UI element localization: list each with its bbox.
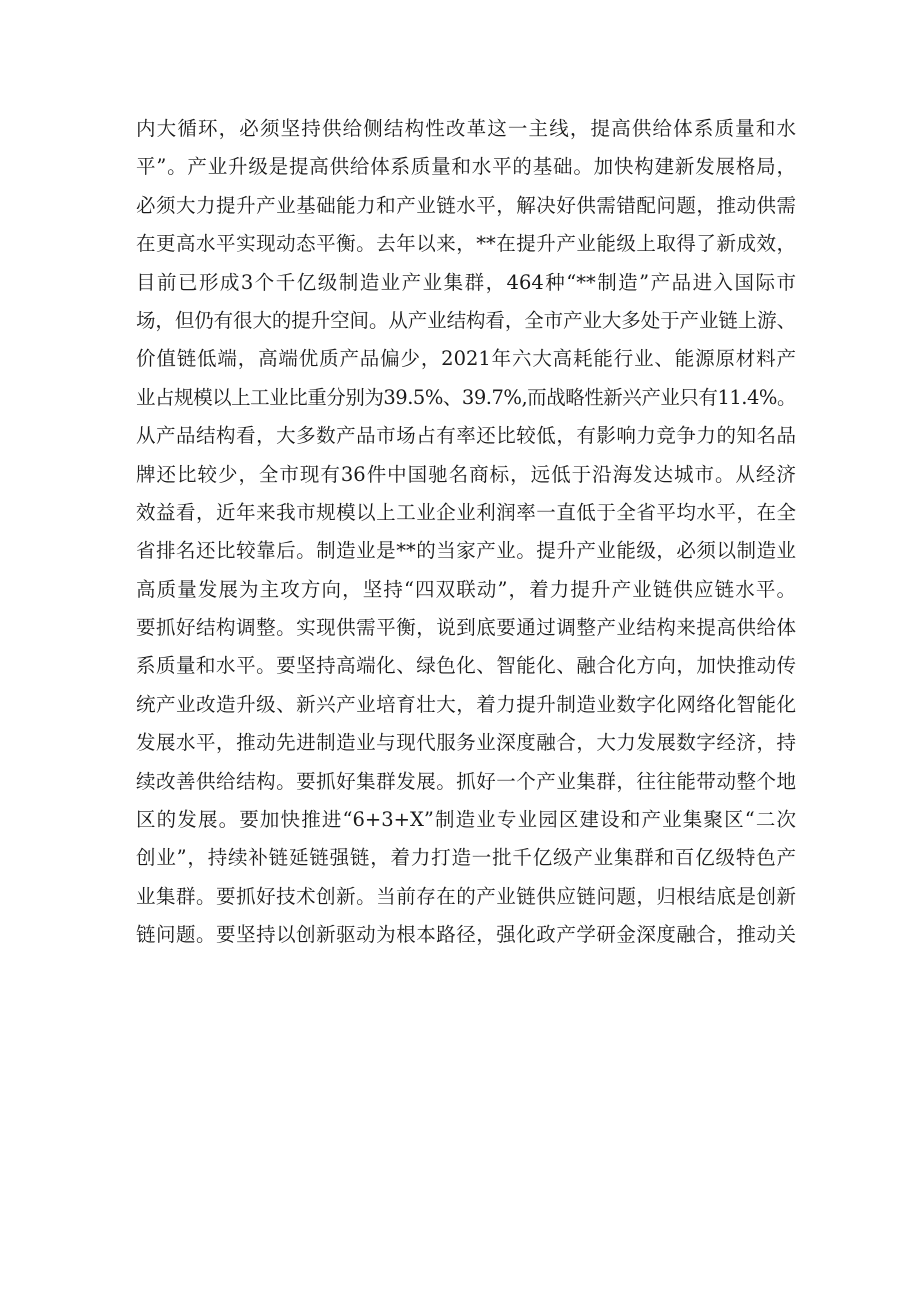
text-line: 发展水平，推动先进制造业与现代服务业深度融合，大力发展数字经济，持 [136, 731, 796, 755]
text-line: 区的发展。要加快推进“6+3+X”制造业专业园区建设和产业集聚区“二次 [136, 808, 796, 832]
text-line: 链问题。要坚持以创新驱动为根本路径，强化政产学研金深度融合，推动关 [136, 923, 796, 947]
text-line: 从产品结构看，大多数产品市场占有率还比较低，有影响力竞争力的知名品 [136, 424, 796, 448]
text-line: 内大循环，必须坚持供给侧结构性改革这一主线，提高供给体系质量和水 [136, 117, 796, 140]
text-line: 价值链低端，高端优质产品偏少，2021年六大高耗能行业、能源原材料产 [136, 347, 796, 371]
text-line: 平”。产业升级是提高供给体系质量和水平的基础。加快构建新发展格局， [136, 155, 796, 179]
text-line: 统产业改造升级、新兴产业培育壮大，着力提升制造业数字化网络化智能化 [136, 692, 796, 716]
text-line: 牌还比较少，全市现有36件中国驰名商标，远低于沿海发达城市。从经济 [136, 462, 796, 486]
text-line: 创业”，持续补链延链强链，着力打造一批千亿级产业集群和百亿级特色产 [136, 846, 796, 870]
text-line: 系质量和水平。要坚持高端化、绿色化、智能化、融合化方向，加快推动传 [136, 654, 796, 678]
text-line: 业占规模以上工业比重分别为39.5%、39.7%,而战略性新兴产业只有11.4%。 [136, 385, 796, 409]
text-line: 续改善供给结构。要抓好集群发展。抓好一个产业集群，往往能带动整个地 [136, 769, 796, 793]
text-line: 在更高水平实现动态平衡。去年以来，**在提升产业能级上取得了新成效， [136, 232, 796, 256]
text-line: 业集群。要抓好技术创新。当前存在的产业链供应链问题，归根结底是创新 [136, 884, 796, 908]
text-line: 必须大力提升产业基础能力和产业链水平，解决好供需错配问题，推动供需 [136, 193, 796, 217]
text-line: 目前已形成3个千亿级制造业产业集群，464种“**制造”产品进入国际市 [136, 270, 796, 294]
text-line: 效益看，近年来我市规模以上工业企业利润率一直低于全省平均水平，在全 [136, 500, 796, 524]
text-line: 高质量发展为主攻方向，坚持“四双联动”，着力提升产业链供应链水平。 [136, 577, 796, 601]
text-line: 省排名还比较靠后。制造业是**的当家产业。提升产业能级，必须以制造业 [136, 539, 796, 563]
text-line: 场，但仍有很大的提升空间。从产业结构看，全市产业大多处于产业链上游、 [136, 308, 797, 332]
text-line: 要抓好结构调整。实现供需平衡，说到底要通过调整产业结构来提高供给体 [136, 616, 796, 640]
body-text [136, 110, 796, 955]
